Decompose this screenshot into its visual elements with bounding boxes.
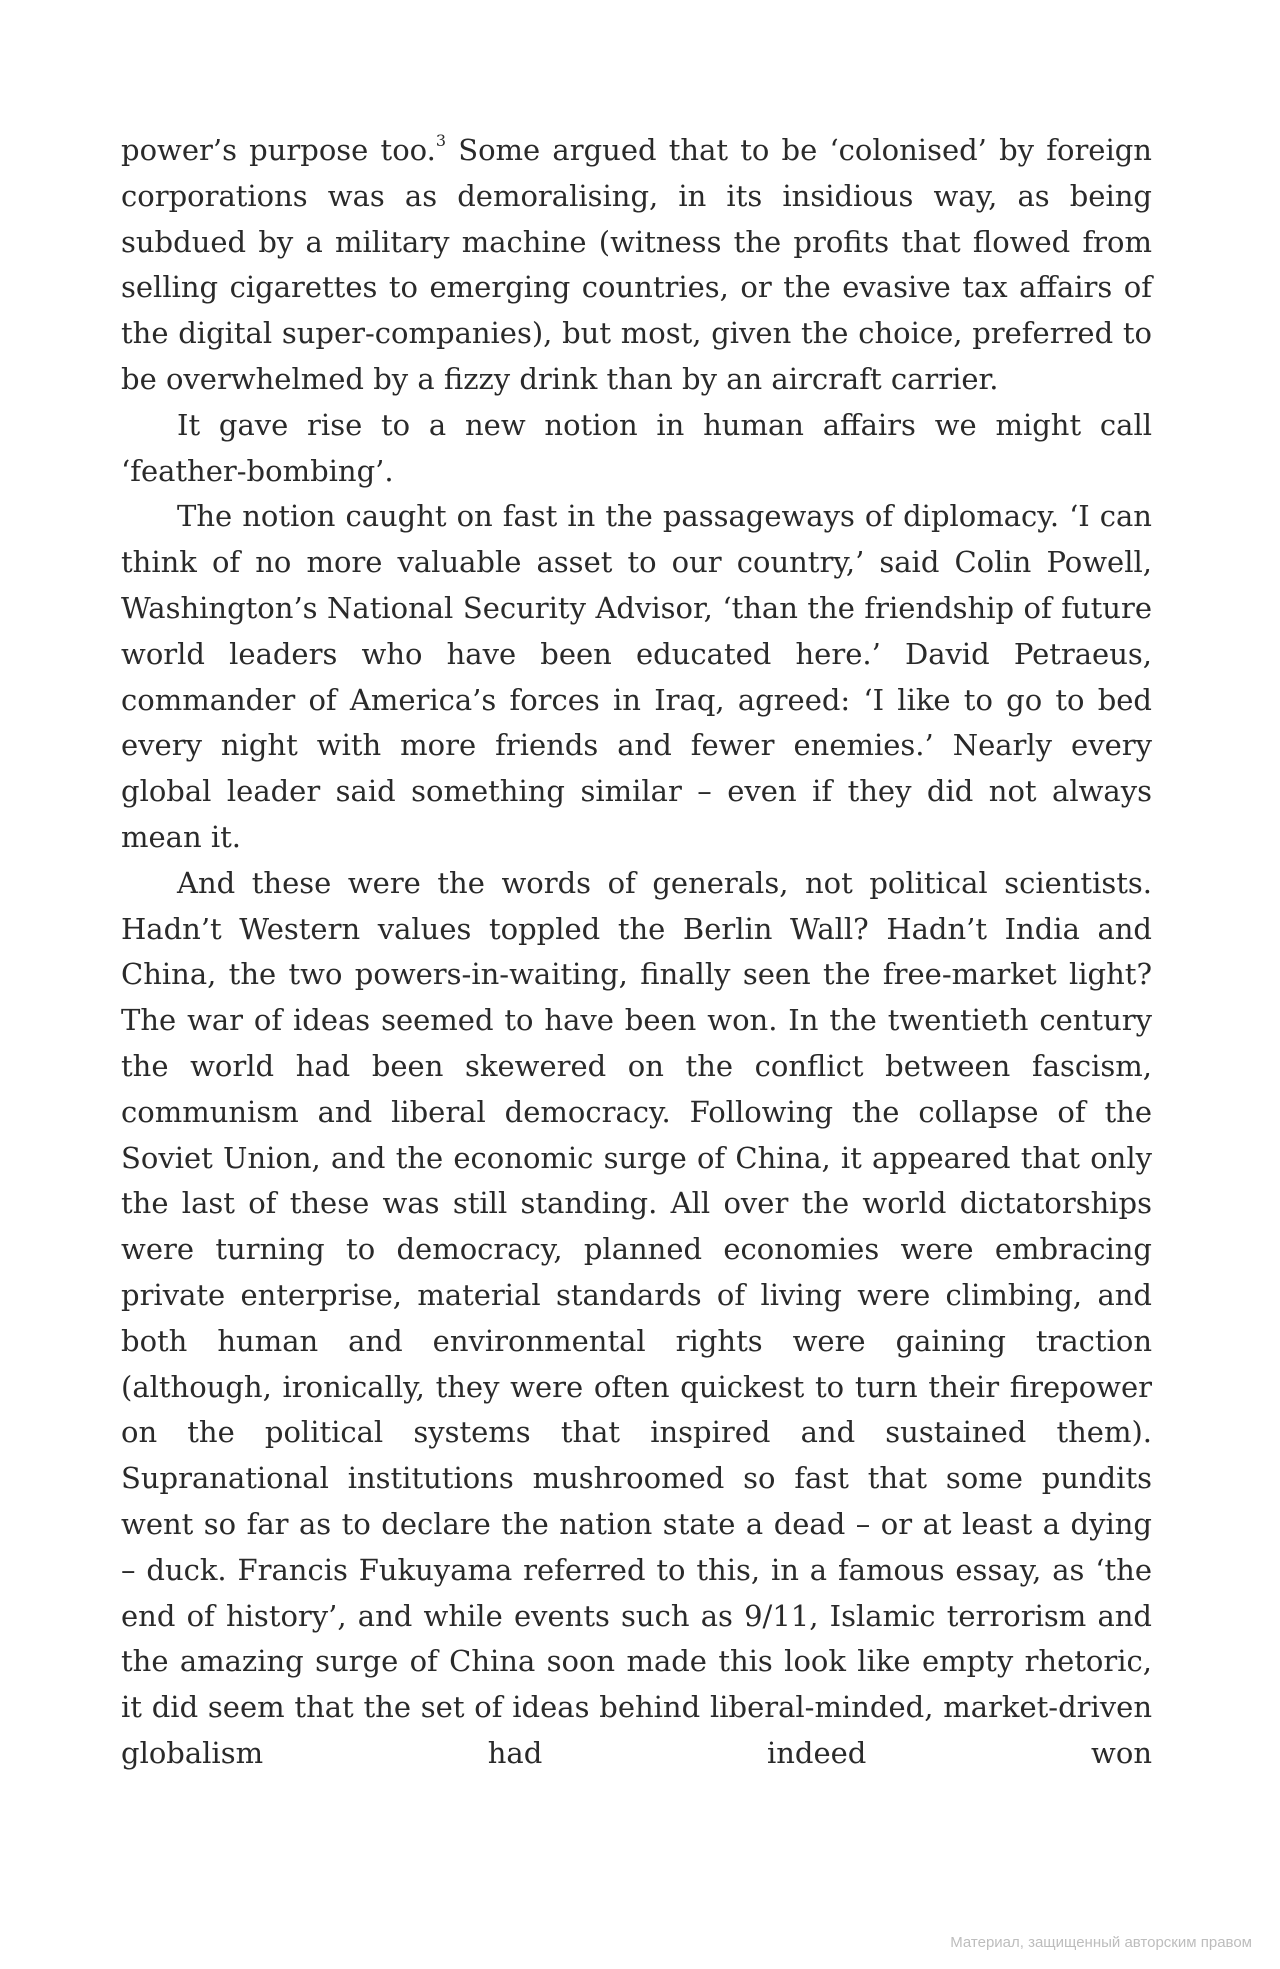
paragraph-2: It gave rise to a new notion in human affairs we might call ‘feather-bombing’. xyxy=(121,407,1152,488)
paragraph-1-rest: Some argued that to be ‘colonised’ by foreign corporations was as demoralising, in its insidious way, as being subdued by a military machine (witness the profits that flowed from selling cigarettes to emerging countries, or the evasive tax affairs of the digital super-companies), but most, given the choice, preferred to be overwhelmed by a fizzy drink than by an aircraft carrier. xyxy=(121,133,1152,396)
body-text xyxy=(121,128,1152,1777)
paragraph-3: The notion caught on fast in the passageways of diplomacy. ‘I can think of no more valuable asset to our country,’ said Colin Powell, Washington’s National Security Advisor, ‘than the friendship of future world leaders who have been educated here.’ David Petraeus, commander of America’s forces in Iraq, agreed: ‘I like to go to bed every night with more friends and fewer enemies.’ Nearly every global leader said something similar – even if they did not always mean it. xyxy=(121,499,1152,854)
paragraph-1 xyxy=(121,128,1152,403)
paragraph-1-start: power’s purpose too. xyxy=(121,133,436,167)
copyright-watermark: Материал, защищенный авторским правом xyxy=(950,1934,1252,1951)
footnote-marker: 3 xyxy=(435,131,447,150)
paragraph-4: And these were the words of generals, not political scientists. Hadn’t Western values toppled the Berlin Wall? Hadn’t India and China, the two powers-in-waiting, finally seen the free-market light? The war of ideas seemed to have been won. In the twentieth century the world had been skewered on the conflict between fascism, communism and liberal democracy. Following the collapse of the Soviet Union, and the economic surge of China, it appeared that only the last of these was still standing. All over the world dictatorships were turning to democracy, planned economies were embracing private enterprise, material standards of living were climbing, and both human and environmental rights were gaining traction (although, ironically, they were often quickest to turn their firepower on the political systems that inspired and sustained them). Supranational institutions mushroomed so fast that some pundits went so far as to declare the nation state a dead – or at least a dying – duck. Francis Fukuyama referred to this, in a famous essay, as ‘the end of history’, and while events such as 9/11, Islamic terrorism and the amazing surge of China soon made this look like empty rhetoric, it did seem that the set of ideas behind liberal-minded, market-driven globalism had indeed won xyxy=(121,865,1152,1770)
